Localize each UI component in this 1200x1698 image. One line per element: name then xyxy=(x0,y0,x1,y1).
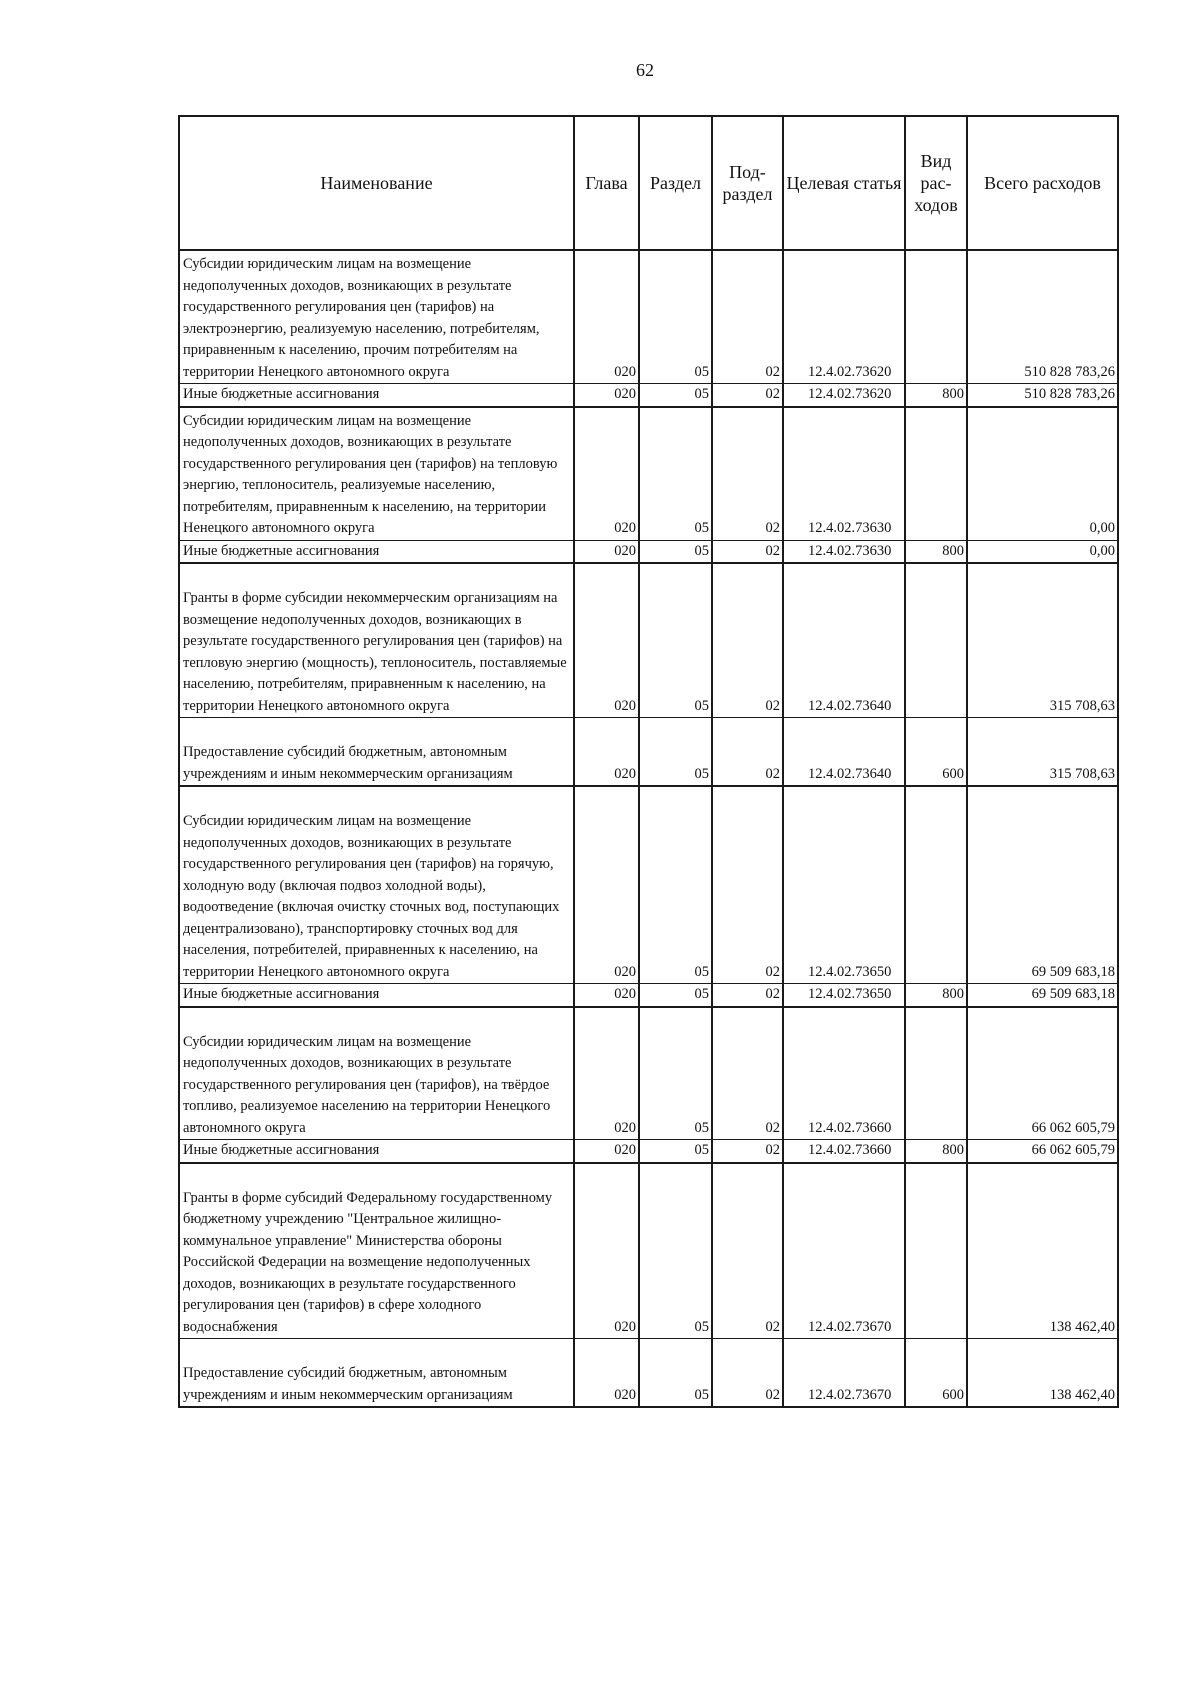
row-name: Иные бюджетные ассигнования xyxy=(179,540,574,563)
row-name: Предоставление субсидий бюджетным, автономным учреждениям и иным некоммерческим организациям xyxy=(179,1339,574,1408)
row-celevaya-statya: 12.4.02.73630 xyxy=(783,540,905,563)
row-vid-rashodov: 600 xyxy=(905,718,967,787)
row-total: 138 462,40 xyxy=(967,1339,1118,1408)
row-vid-rashodov xyxy=(905,407,967,541)
row-vid-rashodov: 800 xyxy=(905,1140,967,1163)
table-row xyxy=(179,984,1118,1007)
row-vid-rashodov xyxy=(905,250,967,384)
row-celevaya-statya: 12.4.02.73660 xyxy=(783,1007,905,1140)
row-podrazdel: 02 xyxy=(712,786,783,984)
row-razdel: 05 xyxy=(639,384,712,407)
row-glava: 020 xyxy=(574,540,639,563)
row-glava: 020 xyxy=(574,718,639,787)
row-podrazdel: 02 xyxy=(712,250,783,384)
table-row xyxy=(179,718,1118,787)
row-name: Субсидии юридическим лицам на возмещение недополученных доходов, возникающих в результате государственного регулирования цен (тарифов), на твёрдое топливо, реализуемое населению на территории Ненецкого автономного округа xyxy=(179,1007,574,1140)
row-vid-rashodov xyxy=(905,1163,967,1339)
row-name: Иные бюджетные ассигнования xyxy=(179,1140,574,1163)
row-name: Предоставление субсидий бюджетным, автономным учреждениям и иным некоммерческим организациям xyxy=(179,718,574,787)
header-glava: Глава xyxy=(574,116,639,250)
row-name: Субсидии юридическим лицам на возмещение недополученных доходов, возникающих в результате государственного регулирования цен (тарифов) на тепловую энергию, теплоноситель, реализуемые населению, потребителям, приравненным к населению, на территории Ненецкого автономного округа xyxy=(179,407,574,541)
row-razdel: 05 xyxy=(639,1007,712,1140)
row-name: Гранты в форме субсидий Федеральному государственному бюджетному учреждению "Центральное жилищно-коммунальное управление" Министерства обороны Российской Федерации на возмещение недополученных доходов, возникающих в результате государственного регулирования цен (тарифов) в сфере холодного водоснабжения xyxy=(179,1163,574,1339)
row-vid-rashodov: 600 xyxy=(905,1339,967,1408)
row-total: 69 509 683,18 xyxy=(967,786,1118,984)
row-vid-rashodov: 800 xyxy=(905,384,967,407)
row-total: 0,00 xyxy=(967,407,1118,541)
row-vid-rashodov: 800 xyxy=(905,540,967,563)
row-total: 315 708,63 xyxy=(967,718,1118,787)
row-name: Иные бюджетные ассигнования xyxy=(179,384,574,407)
row-razdel: 05 xyxy=(639,984,712,1007)
row-podrazdel: 02 xyxy=(712,1007,783,1140)
row-razdel: 05 xyxy=(639,1163,712,1339)
row-podrazdel: 02 xyxy=(712,718,783,787)
row-vid-rashodov: 800 xyxy=(905,984,967,1007)
row-podrazdel: 02 xyxy=(712,1140,783,1163)
row-total: 510 828 783,26 xyxy=(967,250,1118,384)
table-header-row xyxy=(179,116,1118,250)
row-total: 66 062 605,79 xyxy=(967,1140,1118,1163)
row-razdel: 05 xyxy=(639,1140,712,1163)
header-vsego-rashodov: Всего расходов xyxy=(967,116,1118,250)
expenditure-table xyxy=(178,115,1119,1408)
row-glava: 020 xyxy=(574,384,639,407)
row-podrazdel: 02 xyxy=(712,540,783,563)
row-name: Субсидии юридическим лицам на возмещение недополученных доходов, возникающих в результате государственного регулирования цен (тарифов) на горячую, холодную воду (включая подвоз холодной воды), водоотведение (включая очистку сточных вод, поступающих децентрализовано), транспортировку сточных вод для населения, потребителей, приравненных к населению, на территории Ненецкого автономного округа xyxy=(179,786,574,984)
table-row xyxy=(179,1163,1118,1339)
row-glava: 020 xyxy=(574,786,639,984)
row-vid-rashodov xyxy=(905,1007,967,1140)
row-glava: 020 xyxy=(574,407,639,541)
row-glava: 020 xyxy=(574,1163,639,1339)
row-podrazdel: 02 xyxy=(712,384,783,407)
row-celevaya-statya: 12.4.02.73620 xyxy=(783,384,905,407)
header-podrazdel: Под-раздел xyxy=(712,116,783,250)
table-row xyxy=(179,384,1118,407)
row-total: 138 462,40 xyxy=(967,1163,1118,1339)
row-celevaya-statya: 12.4.02.73620 xyxy=(783,250,905,384)
row-celevaya-statya: 12.4.02.73640 xyxy=(783,718,905,787)
row-glava: 020 xyxy=(574,1339,639,1408)
row-celevaya-statya: 12.4.02.73630 xyxy=(783,407,905,541)
row-razdel: 05 xyxy=(639,718,712,787)
row-glava: 020 xyxy=(574,1140,639,1163)
row-vid-rashodov xyxy=(905,786,967,984)
row-podrazdel: 02 xyxy=(712,1339,783,1408)
row-razdel: 05 xyxy=(639,563,712,718)
header-vid-rashodov: Вид рас-ходов xyxy=(905,116,967,250)
row-razdel: 05 xyxy=(639,250,712,384)
table-row xyxy=(179,563,1118,718)
row-glava: 020 xyxy=(574,984,639,1007)
row-podrazdel: 02 xyxy=(712,407,783,541)
row-vid-rashodov xyxy=(905,563,967,718)
row-celevaya-statya: 12.4.02.73650 xyxy=(783,786,905,984)
row-glava: 020 xyxy=(574,1007,639,1140)
row-name: Субсидии юридическим лицам на возмещение недополученных доходов, возникающих в результате государственного регулирования цен (тарифов) на электроэнергию, реализуемую населению, потребителям, приравненным к населению, прочим потребителям на территории Ненецкого автономного округа xyxy=(179,250,574,384)
row-celevaya-statya: 12.4.02.73650 xyxy=(783,984,905,1007)
page-number: 62 xyxy=(636,60,654,80)
table-row xyxy=(179,250,1118,384)
row-total: 315 708,63 xyxy=(967,563,1118,718)
header-razdel: Раздел xyxy=(639,116,712,250)
table-row xyxy=(179,407,1118,541)
table-row xyxy=(179,540,1118,563)
row-total: 0,00 xyxy=(967,540,1118,563)
row-name: Гранты в форме субсидии некоммерческим организациям на возмещение недополученных доходов, возникающих в результате государственного регулирования цен (тарифов) на тепловую энергию (мощность), теплоноситель, поставляемые населению, потребителям, приравненным к населению, на территории Ненецкого автономного округа xyxy=(179,563,574,718)
row-glava: 020 xyxy=(574,563,639,718)
row-razdel: 05 xyxy=(639,786,712,984)
table-row xyxy=(179,786,1118,984)
row-name: Иные бюджетные ассигнования xyxy=(179,984,574,1007)
row-total: 69 509 683,18 xyxy=(967,984,1118,1007)
row-celevaya-statya: 12.4.02.73660 xyxy=(783,1140,905,1163)
row-total: 510 828 783,26 xyxy=(967,384,1118,407)
row-razdel: 05 xyxy=(639,540,712,563)
row-celevaya-statya: 12.4.02.73670 xyxy=(783,1339,905,1408)
row-celevaya-statya: 12.4.02.73670 xyxy=(783,1163,905,1339)
table-row xyxy=(179,1339,1118,1408)
header-celevaya-statya: Целевая статья xyxy=(783,116,905,250)
row-podrazdel: 02 xyxy=(712,1163,783,1339)
header-name: Наименование xyxy=(179,116,574,250)
row-podrazdel: 02 xyxy=(712,984,783,1007)
table-row xyxy=(179,1140,1118,1163)
row-total: 66 062 605,79 xyxy=(967,1007,1118,1140)
row-razdel: 05 xyxy=(639,407,712,541)
row-celevaya-statya: 12.4.02.73640 xyxy=(783,563,905,718)
row-razdel: 05 xyxy=(639,1339,712,1408)
row-podrazdel: 02 xyxy=(712,563,783,718)
table-row xyxy=(179,1007,1118,1140)
row-glava: 020 xyxy=(574,250,639,384)
